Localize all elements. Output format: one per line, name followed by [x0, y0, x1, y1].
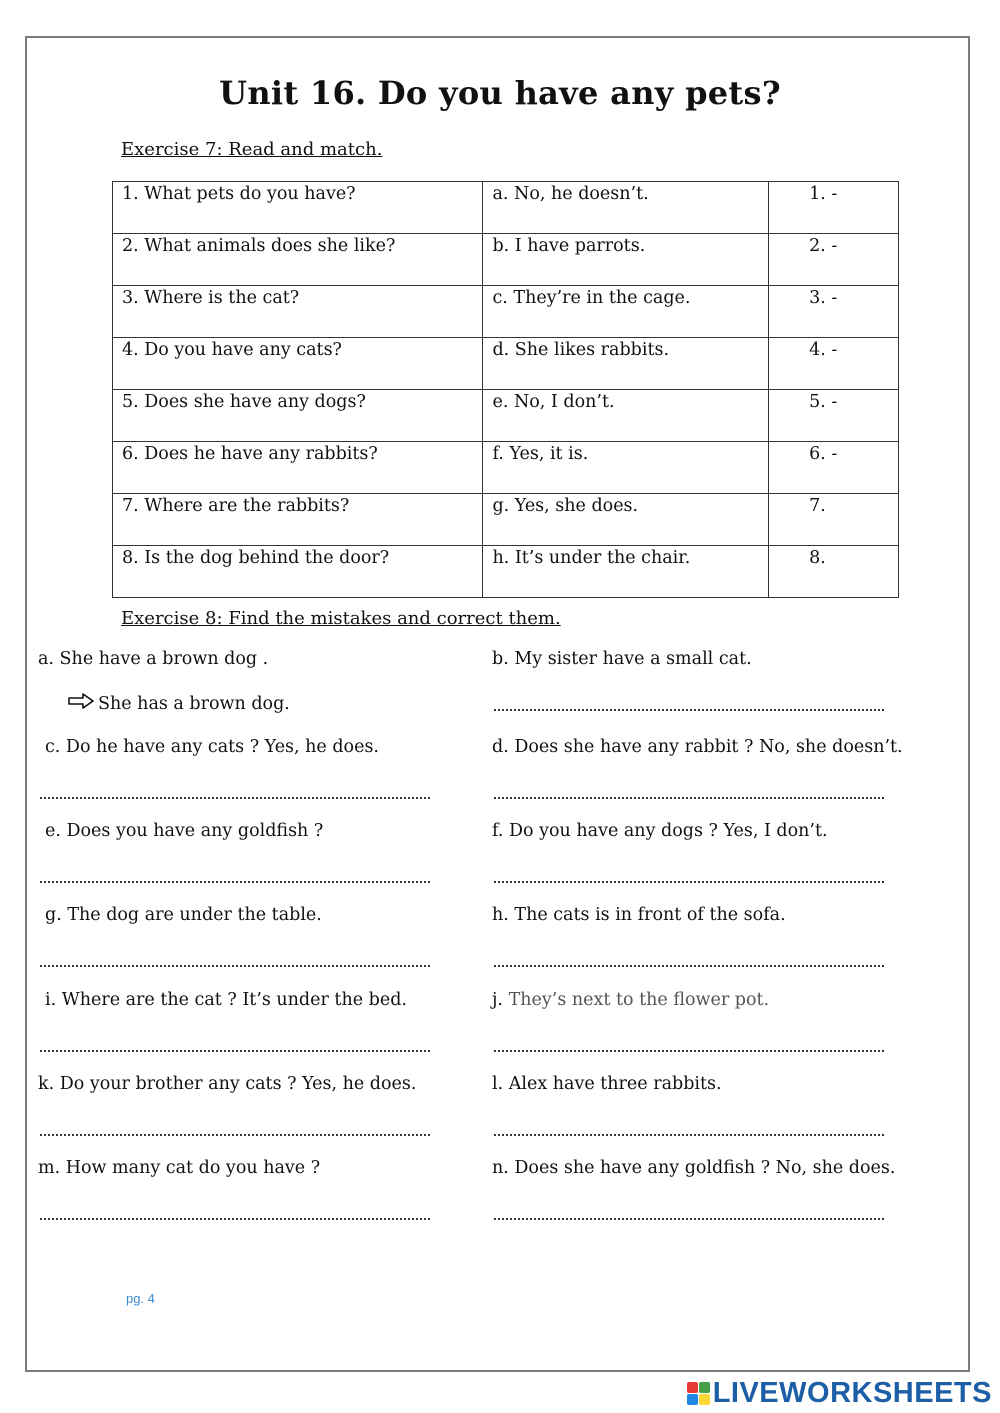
answer-cell: g. Yes, she does. [483, 494, 769, 546]
sentence-n: n. Does she have any goldfish ? No, she does. [492, 1158, 896, 1178]
table-row [113, 494, 899, 546]
answer-line-e[interactable] [40, 879, 430, 883]
question-cell: 4. Do you have any cats? [113, 338, 483, 390]
table-row [113, 286, 899, 338]
sentence-b: b. My sister have a small cat. [492, 649, 752, 669]
match-table [112, 181, 899, 598]
answer-cell: a. No, he doesn’t. [483, 182, 769, 234]
match-answer-cell[interactable]: 4. - [769, 338, 899, 390]
exercise8-heading: Exercise 8: Find the mistakes and correct them. [121, 608, 561, 629]
answer-line-k[interactable] [40, 1132, 430, 1136]
match-answer-cell[interactable]: 3. - [769, 286, 899, 338]
example-answer-text: She has a brown dog. [98, 694, 290, 714]
sentence-a: a. She have a brown dog . [38, 649, 269, 669]
table-row [113, 182, 899, 234]
table-row [113, 234, 899, 286]
page-title: Unit 16. Do you have any pets? [219, 74, 781, 112]
answer-line-f[interactable] [494, 879, 884, 883]
sentence-m: m. How many cat do you have ? [38, 1158, 321, 1178]
sentence-f: f. Do you have any dogs ? Yes, I don’t. [492, 821, 828, 841]
answer-cell: d. She likes rabbits. [483, 338, 769, 390]
question-cell: 8. Is the dog behind the door? [113, 546, 483, 598]
liveworksheets-logo-icon [687, 1382, 710, 1405]
sentence-h: h. The cats is in front of the sofa. [492, 905, 786, 925]
question-cell: 3. Where is the cat? [113, 286, 483, 338]
exercise7-heading: Exercise 7: Read and match. [121, 139, 383, 160]
answer-line-c[interactable] [40, 795, 430, 799]
answer-cell: b. I have parrots. [483, 234, 769, 286]
answer-line-j[interactable] [494, 1048, 884, 1052]
question-cell: 5. Does she have any dogs? [113, 390, 483, 442]
match-answer-cell[interactable]: 2. - [769, 234, 899, 286]
sentence-j-text: They’s next to the flower pot. [508, 990, 770, 1010]
answer-line-i[interactable] [40, 1048, 430, 1052]
answer-line-b[interactable] [494, 707, 884, 711]
question-cell: 6. Does he have any rabbits? [113, 442, 483, 494]
table-row [113, 390, 899, 442]
answer-cell: c. They’re in the cage. [483, 286, 769, 338]
answer-line-d[interactable] [494, 795, 884, 799]
page-number: pg. 4 [126, 1291, 155, 1306]
sentence-i: i. Where are the cat ? It’s under the bed. [45, 990, 407, 1010]
answer-cell: h. It’s under the chair. [483, 546, 769, 598]
match-answer-cell[interactable]: 6. - [769, 442, 899, 494]
match-answer-cell[interactable]: 7. [769, 494, 899, 546]
brand-name: LIVEWORKSHEETS [712, 1376, 992, 1409]
table-row [113, 546, 899, 598]
sentence-d: d. Does she have any rabbit ? No, she doesn’t. [492, 737, 903, 757]
table-row [113, 442, 899, 494]
answer-line-h[interactable] [494, 963, 884, 967]
question-cell: 1. What pets do you have? [113, 182, 483, 234]
sentence-g: g. The dog are under the table. [45, 905, 322, 925]
answer-cell: f. Yes, it is. [483, 442, 769, 494]
answer-line-l[interactable] [494, 1132, 884, 1136]
sentence-l: l. Alex have three rabbits. [492, 1074, 722, 1094]
answer-line-n[interactable] [494, 1216, 884, 1220]
sentence-k: k. Do your brother any cats ? Yes, he does. [38, 1074, 417, 1094]
right-arrow-icon [68, 693, 94, 714]
question-cell: 2. What animals does she like? [113, 234, 483, 286]
sentence-j-label: j. [492, 990, 503, 1010]
table-row [113, 338, 899, 390]
match-answer-cell[interactable]: 8. [769, 546, 899, 598]
question-cell: 7. Where are the rabbits? [113, 494, 483, 546]
sentence-c: c. Do he have any cats ? Yes, he does. [45, 737, 379, 757]
example-answer [68, 693, 290, 714]
sentence-j [492, 990, 769, 1010]
answer-line-g[interactable] [40, 963, 430, 967]
match-answer-cell[interactable]: 5. - [769, 390, 899, 442]
match-answer-cell[interactable]: 1. - [769, 182, 899, 234]
answer-line-m[interactable] [40, 1216, 430, 1220]
answer-cell: e. No, I don’t. [483, 390, 769, 442]
sentence-e: e. Does you have any goldfish ? [45, 821, 324, 841]
brand-footer[interactable] [687, 1377, 992, 1409]
